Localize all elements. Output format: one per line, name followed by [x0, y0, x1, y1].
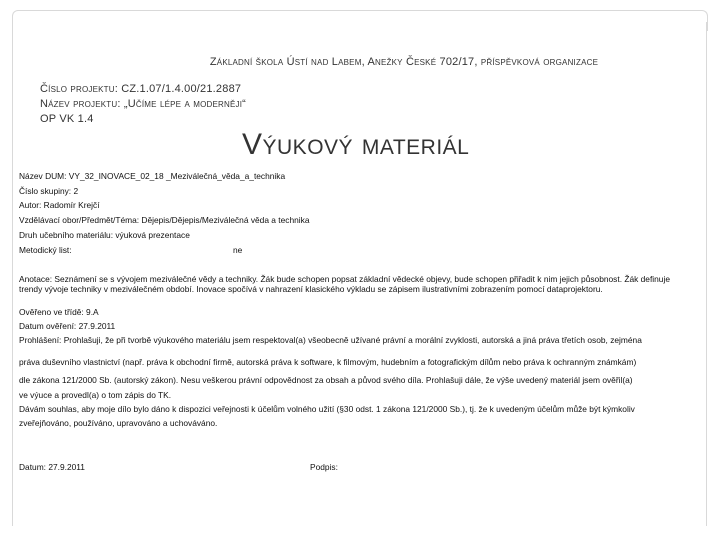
- subject: Vzdělávací obor/Předmět/Téma: Dějepis/Dějepis/Meziválečná věda a technika: [19, 215, 310, 225]
- declaration-line-3: dle zákona 121/2000 Sb. (autorský zákon). Nesu veškerou právní odpovědnost za obsah a původ svého díla. Prohlašuji dále, že výše uvedený materiál jsem ověřil(a): [19, 375, 633, 385]
- footer-date: Datum: 27.9.2011: [19, 462, 85, 472]
- slide-frame-right: [706, 22, 707, 526]
- school-name: Základní škola Ústí nad Labem, Anežky České 702/17, příspěvková organizace: [209, 56, 599, 68]
- declaration-line-2: práva duševního vlastnictví (např. práva k obchodní firmě, autorská práva k software, k filmovým, hudebním a fotografickým dílům nebo práva k ochranným známkám): [19, 357, 637, 367]
- annotation: Anotace: Seznámení se s vývojem meziválečné vědy a techniky. Žák bude schopen popsat základní vědecké objevy, bude schopen přiřadit k nim jejich působnost. Žák definuje trendy vývoje techniky v meziválečném období. Inovace spočívá v nahrazení klasického výkladu se zápisem ilustrativními zobrazením pomocí dataprojektoru.: [19, 274, 670, 294]
- methodic-value: ne: [233, 245, 243, 255]
- declaration-line-6: zveřejňováno, používáno, upravováno a uchováváno.: [19, 418, 218, 428]
- slide-frame-left: [12, 22, 13, 526]
- author: Autor: Radomír Krejčí: [19, 200, 100, 210]
- op-label: OP VK 1.4: [40, 113, 94, 125]
- declaration-line-4: ve výuce a provedl(a) o tom zápis do TK.: [19, 390, 172, 400]
- project-number: Číslo projektu: CZ.1.07/1.4.00/21.2887: [40, 83, 242, 95]
- methodic-label: Metodický list:: [19, 245, 72, 255]
- material-type: Druh učebního materiálu: výuková prezentace: [19, 230, 190, 240]
- page-title: Výukový materiál: [242, 128, 470, 161]
- slide-frame-top: [12, 10, 708, 31]
- declaration-line-5: Dávám souhlas, aby moje dílo bylo dáno k dispozici veřejnosti k účelům volného užití (§30 odst. 1 zákona 121/2000 Sb.), tj. že k uvedeným účelům může být kýmkoliv: [19, 404, 635, 414]
- group-number: Číslo skupiny: 2: [19, 186, 79, 196]
- verified-date: Datum ověření: 27.9.2011: [19, 321, 116, 331]
- signature-label: Podpis:: [310, 462, 338, 472]
- dum-name: Název DUM: VY_32_INOVACE_02_18 _Meziválečná_věda_a_technika: [19, 171, 286, 181]
- verified-class: Ověřeno ve třídě: 9.A: [19, 307, 99, 317]
- project-name: Název projektu: „Učíme lépe a moderněji“: [40, 98, 247, 110]
- declaration-line-1: Prohlášení: Prohlašuji, že při tvorbě výukového materiálu jsem respektoval(a) všeobecně užívané právní a morální zvyklosti, autorská a jiná práva třetích osob, zejména: [19, 335, 642, 345]
